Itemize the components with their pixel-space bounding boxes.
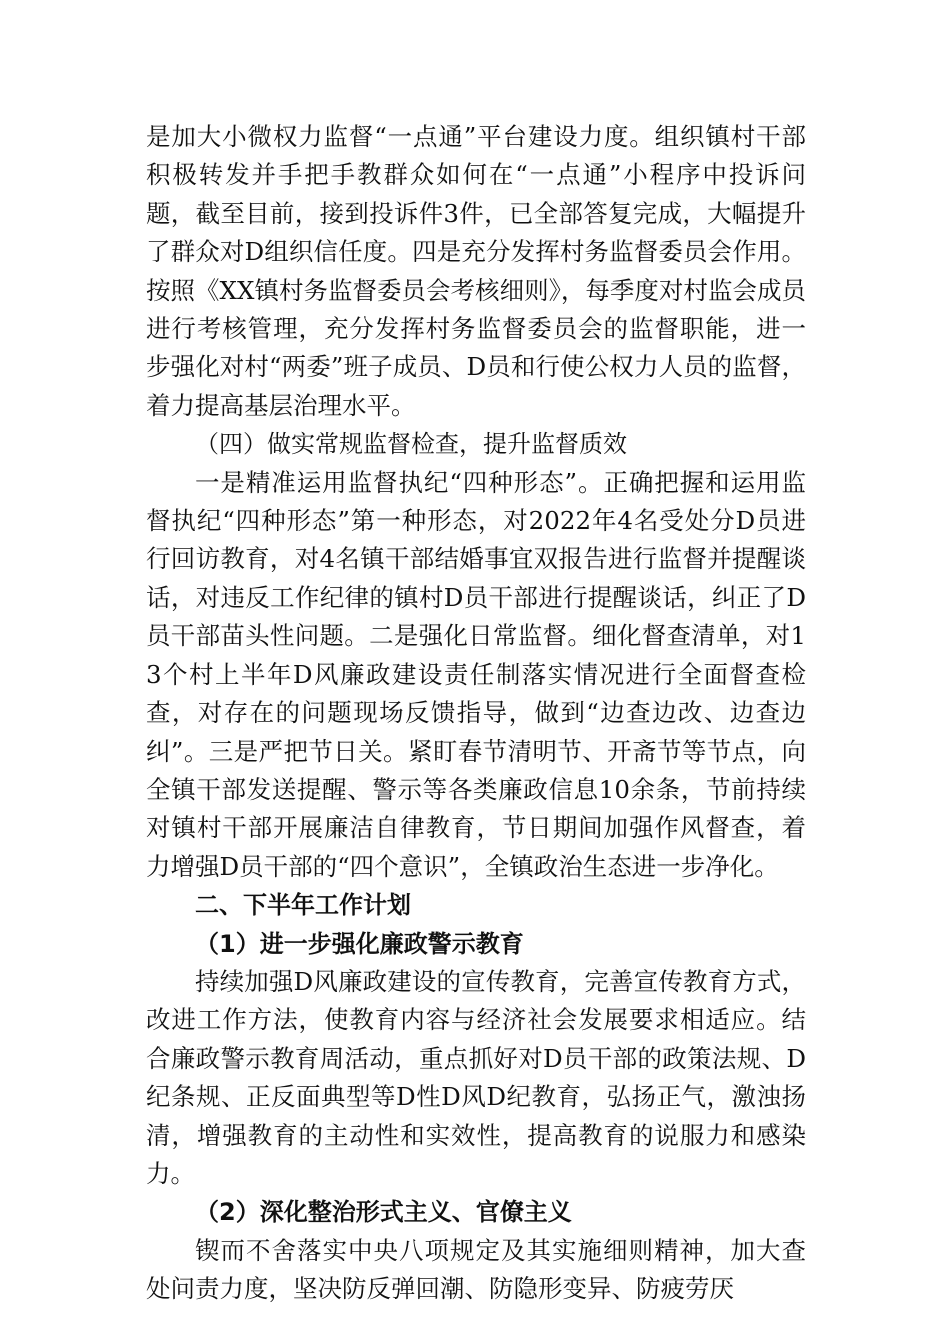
subheading-warning-education: （1）进一步强化廉政警示教育 (195, 929, 524, 958)
paragraph-village-supervision: 是加大小微权力监督“一点通”平台建设力度。组织镇村干部积极转发并手把手教群众如何在“一点通”小程序中投诉问题，截至目前，接到投诉件3件，已全部答复完成，大幅提升了群众对D组织信任度。四是充分发挥村务监督委员会作用。按照《XX镇村务监督委员会考核细则》，每季度对村监会成员进行考核管理，充分发挥村务监督委员会的监督职能，进一步强化对村“两委”班子成员、D员和行使公权力人员的监督，着力提高基层治理水平。 (146, 122, 806, 420)
paragraph-four-forms: 一是精准运用监督执纪“四种形态”。正确把握和运用监督执纪“四种形态”第一种形态，对2022年4名受处分D员进行回访教育，对4名镇干部结婚事宜双报告进行监督并提醒谈话，对违反工作纪律的镇村D员干部进行提醒谈话，纠正了D员干部苗头性问题。二是强化日常监督。细化督查清单，对13个村上半年D风廉政建设责任制落实情况进行全面督查检查，对存在的问题现场反馈指导，做到“边查边改、边查边纠”。三是严把节日关。紧盯春节清明节、开斋节等节点，向全镇干部发送提醒、警示等各类廉政信息10余条，节前持续对镇村干部开展廉洁自律教育，节日期间加强作风督查，着力增强D员干部的“四个意识”，全镇政治生态进一步净化。 (146, 467, 806, 881)
paragraph-education: 持续加强D风廉政建设的宣传教育，完善宣传教育方式，改进工作方法，使教育内容与经济社会发展要求相适应。结合廉政警示教育周活动，重点抓好对D员干部的政策法规、D纪条规、正反面典型等D性D风D纪教育，弘扬正气，激浊扬清，增强教育的主动性和实效性，提高教育的说服力和感染力。 (146, 966, 806, 1188)
heading-second-half-plan: 二、下半年工作计划 (195, 891, 411, 920)
subheading-formalism: （2）深化整治形式主义、官僚主义 (195, 1198, 572, 1227)
subheading-routine-supervision: （四）做实常规监督检查，提升监督质效 (195, 430, 627, 459)
paragraph-eight-rules: 锲而不舍落实中央八项规定及其实施细则精神，加大查处问责力度，坚决防反弹回潮、防隐形变异、防疲劳厌 (146, 1235, 806, 1304)
document-body (146, 118, 806, 1309)
